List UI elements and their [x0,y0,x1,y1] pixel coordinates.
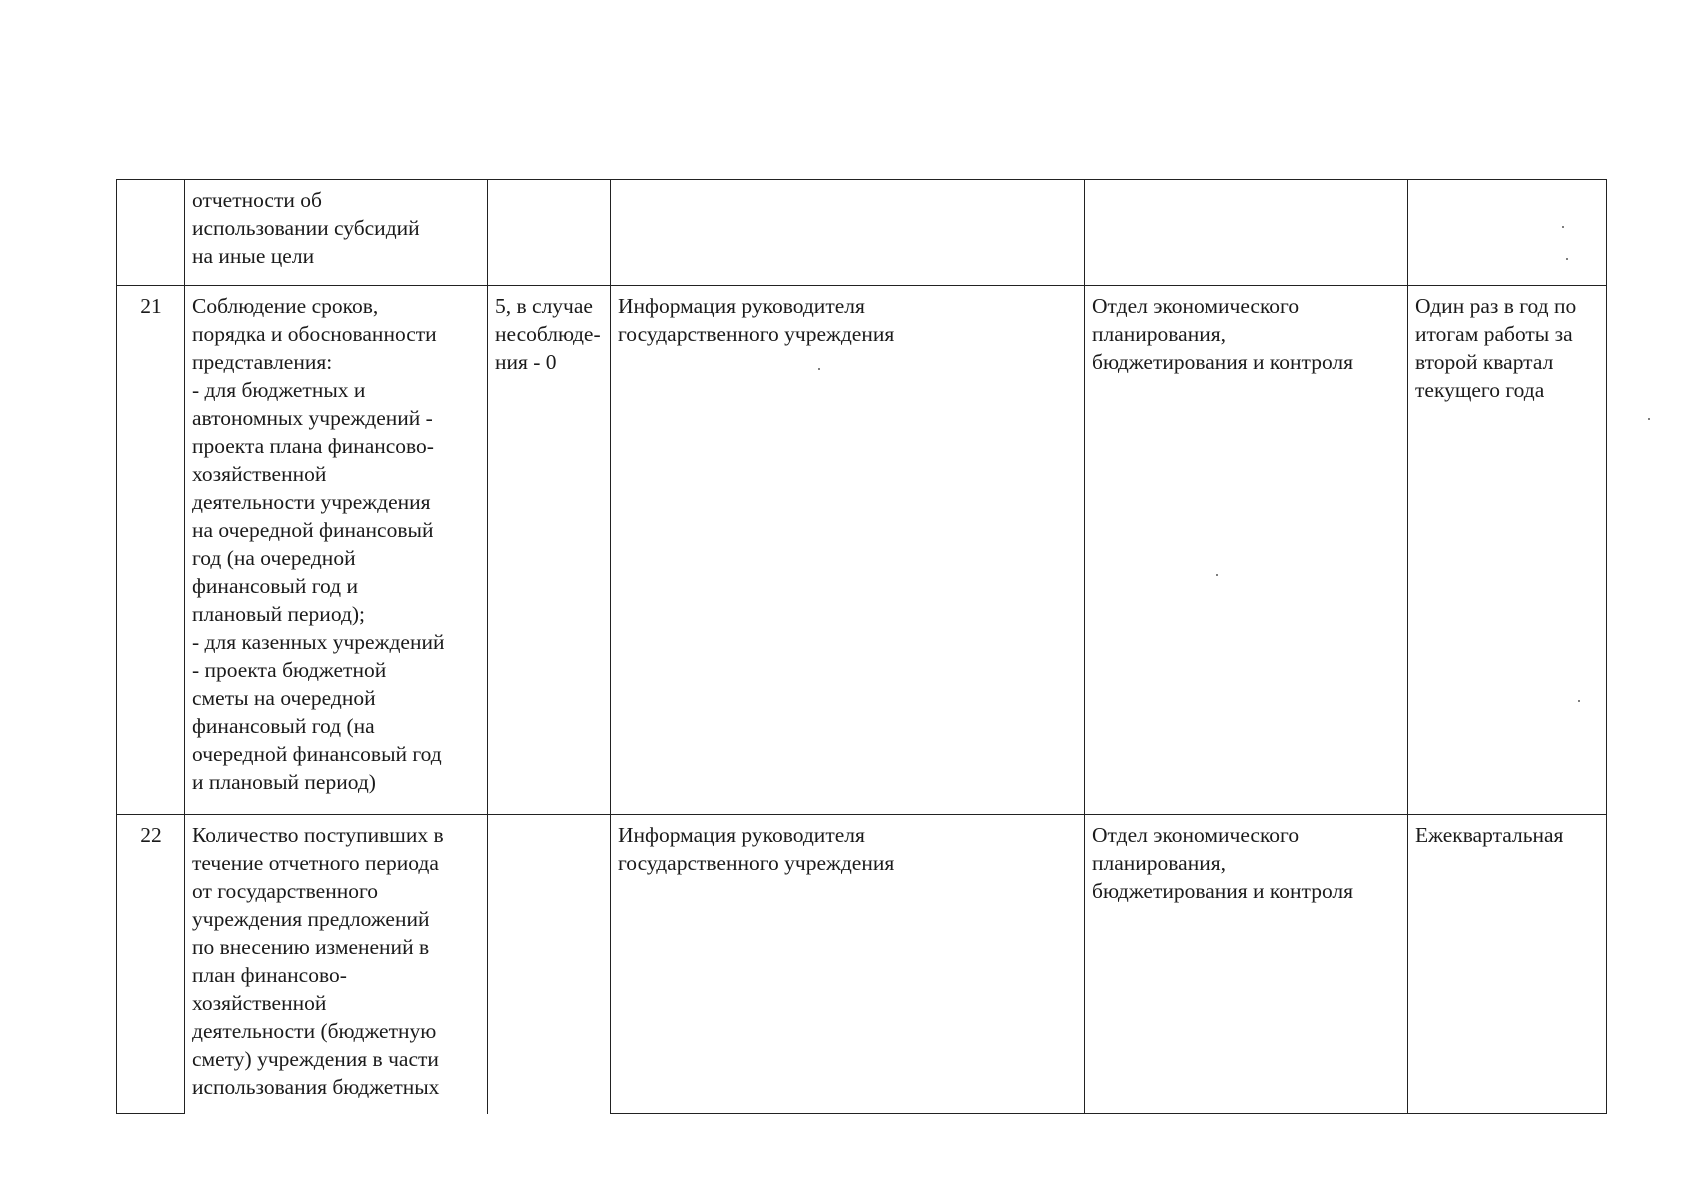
responsible-text: Отдел экономического планирования, бюджетирования и контроля [1092,294,1354,374]
frequency-text: Ежеквартальная [1415,823,1564,847]
table-row [117,180,1607,286]
row-number [117,180,185,286]
info-source-text: Информация руководителя государственного учреждения [618,823,895,875]
scan-speck [1562,226,1564,228]
scan-speck [1578,700,1580,702]
scan-speck [1216,574,1218,576]
row-number: 22 [117,815,185,1114]
scan-speck [1648,418,1650,420]
row-number: 21 [117,286,185,815]
responsible-text: Отдел экономического планирования, бюджетирования и контроля [1092,823,1354,903]
frequency-text: Один раз в год по итогам работы за второй квартал текущего года [1415,294,1577,402]
scan-speck [818,368,820,370]
score-text: 5, в случае несоблюде- ния - 0 [495,294,601,374]
info-source-cell [611,180,1085,286]
info-source-cell [611,815,1085,1114]
table-row [117,815,1607,1114]
scan-speck [1566,258,1568,260]
criteria-table [116,179,1607,1114]
responsible-cell [1085,286,1408,815]
criterion-text: Количество поступивших в течение отчетного периода от государственного учреждения предложений по внесению изменений в план финансово- хозяйственной деятельности (бюджетную смету) учреждения в части использования бюджетных [192,823,444,1099]
score-cell [488,815,611,1114]
info-source-cell [611,286,1085,815]
criterion-cell [185,286,488,815]
criterion-text: отчетности об использовании субсидий на иные цели [192,188,420,268]
score-cell [488,286,611,815]
info-source-text: Информация руководителя государственного учреждения [618,294,895,346]
criterion-text: Соблюдение сроков, порядка и обоснованности представления: - для бюджетных и автономных учреждений - проекта плана финансово- хозяйственной деятельности учреждения на очередной финансовый год (на очередной финансовый год и плановый период); - для казенных учреждений - проекта бюджетной сметы на очередной финансовый год (на очередной финансовый год и плановый период) [192,294,445,794]
table-row [117,286,1607,815]
frequency-cell [1408,180,1607,286]
frequency-cell [1408,286,1607,815]
criterion-cell [185,815,488,1114]
responsible-cell [1085,180,1408,286]
responsible-cell [1085,815,1408,1114]
score-cell [488,180,611,286]
criterion-cell [185,180,488,286]
frequency-cell [1408,815,1607,1114]
